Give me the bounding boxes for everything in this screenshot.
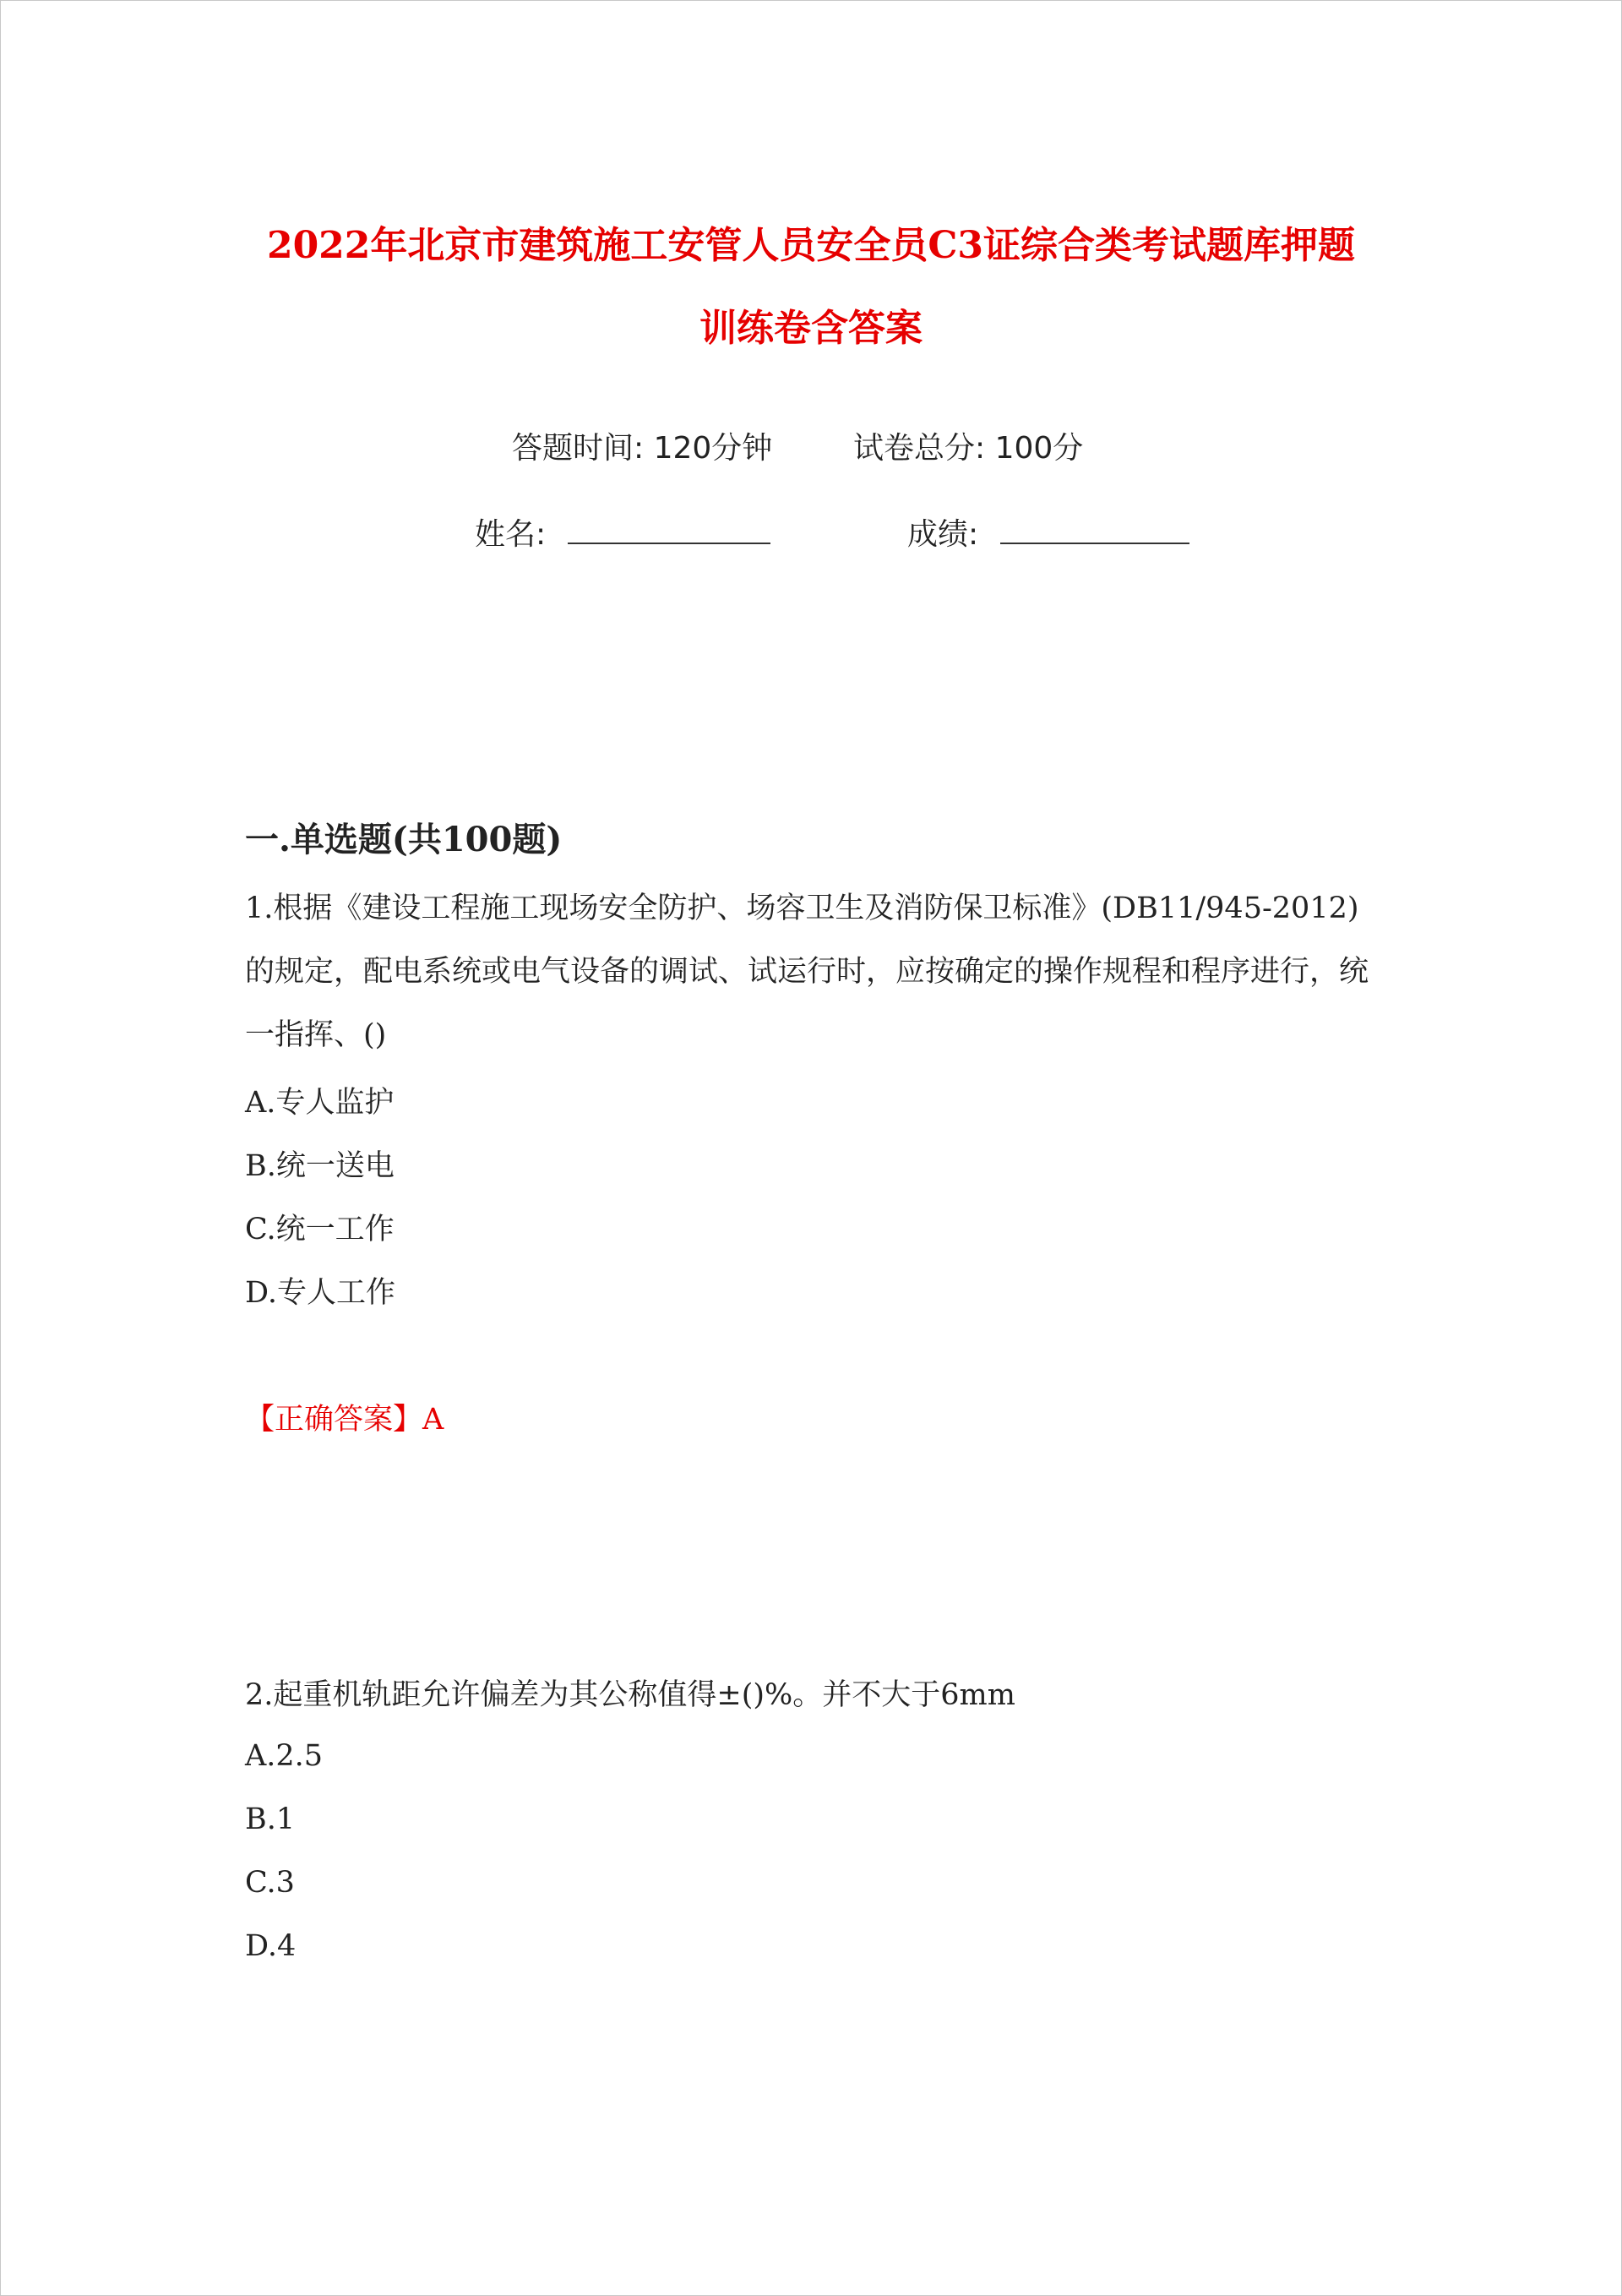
question-1-option-a: A.专人监护 <box>245 1086 395 1120</box>
question-1-text: 1.根据《建设工程施工现场安全防护、场容卫生及消防保卫标准》(DB11/945-2012)的规定，配电系统或电气设备的调试、试运行时，应按确定的操作规程和程序进行，统一指挥、() <box>245 892 1369 1052</box>
question-2-option-c: C.3 <box>245 1866 295 1900</box>
grade-blank-line <box>1000 543 1189 544</box>
question-1-option-c: C.统一工作 <box>245 1213 395 1246</box>
question-2-text: 2.起重机轨距允许偏差为其公称值得±()%。并不大于6mm <box>245 1678 1015 1712</box>
question-1-answer: 【正确答案】A <box>245 1403 444 1437</box>
name-label: 姓名: <box>475 517 547 552</box>
document-title-line-1: 2022年北京市建筑施工安管人员安全员C3证综合类考试题库押题 <box>266 224 1356 267</box>
name-blank-line <box>568 543 770 544</box>
question-1-option-d: D.专人工作 <box>245 1276 395 1310</box>
grade-label: 成绩: <box>907 517 979 552</box>
question-2-option-a: A.2.5 <box>245 1739 324 1773</box>
document-title-line-2: 训练卷含答案 <box>699 307 923 350</box>
question-2-option-b: B.1 <box>245 1802 296 1836</box>
total-score-label: 试卷总分: 100分 <box>853 431 1084 466</box>
grade-field <box>907 510 1189 554</box>
question-2-option-d: D.4 <box>245 1929 297 1963</box>
section-heading: 一.单选题(共100题) <box>245 820 563 859</box>
question-1-option-b: B.统一送电 <box>245 1149 395 1183</box>
name-field <box>475 510 770 554</box>
exam-time-label: 答题时间: 120分钟 <box>512 431 773 466</box>
